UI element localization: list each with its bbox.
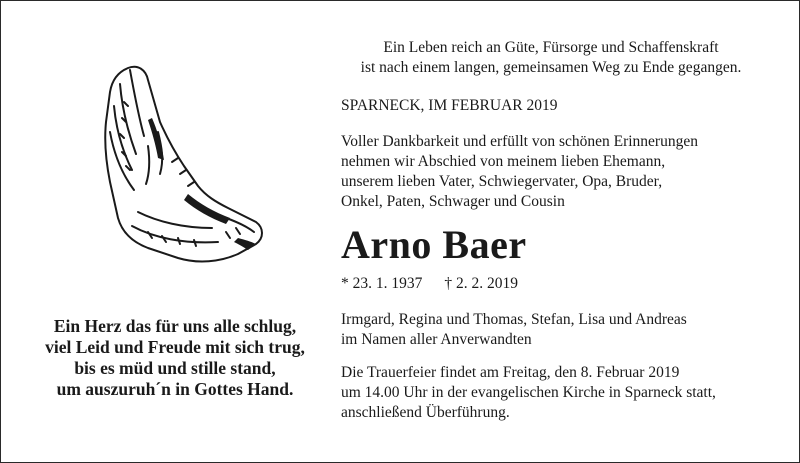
poem-line: viel Leid und Freude mit sich trug, [45,337,305,357]
intro-line: ist nach einem langen, gemeinsamen Weg zu Ende gegangen. [360,59,742,76]
death-date: † 2. 2. 2019 [444,275,518,292]
family-line: Irmgard, Regina und Thomas, Stefan, Lisa und Andreas [341,311,687,328]
thanks-line: unserem lieben Vater, Schwiegervater, Opa, Bruder, [341,173,663,190]
thanks-line: Onkel, Paten, Schwager und Cousin [341,193,565,210]
poem [20,316,330,400]
place-date: SPARNECK, IM FEBRUAR 2019 [341,97,558,114]
service-line: anschließend Überführung. [341,404,510,421]
intro-line: Ein Leben reich an Güte, Fürsorge und Schaffenskraft [383,39,719,56]
service-line: Die Trauerfeier findet am Freitag, den 8. Februar 2019 [341,364,680,381]
praying-hands-icon [88,62,278,272]
family-line: im Namen aller Anverwandten [341,331,532,348]
thanks-line: Voller Dankbarkeit und erfüllt von schönen Erinnerungen [341,133,698,150]
poem-line: bis es müd und stille stand, [74,358,276,378]
poem-line: um auszuruh´n in Gottes Hand. [56,379,294,399]
family-text [341,310,781,350]
intro-text [341,38,761,78]
poem-line: Ein Herz das für uns alle schlug, [53,316,297,336]
thanks-text [341,132,781,212]
thanks-line: nehmen wir Abschied von meinem lieben Ehemann, [341,153,666,170]
service-line: um 14.00 Uhr in der evangelischen Kirche in Sparneck statt, [341,384,716,401]
life-dates [341,274,781,294]
birth-date: * 23. 1. 1937 [341,275,423,292]
service-text [341,363,781,423]
deceased-name: Arno Baer [341,222,527,267]
